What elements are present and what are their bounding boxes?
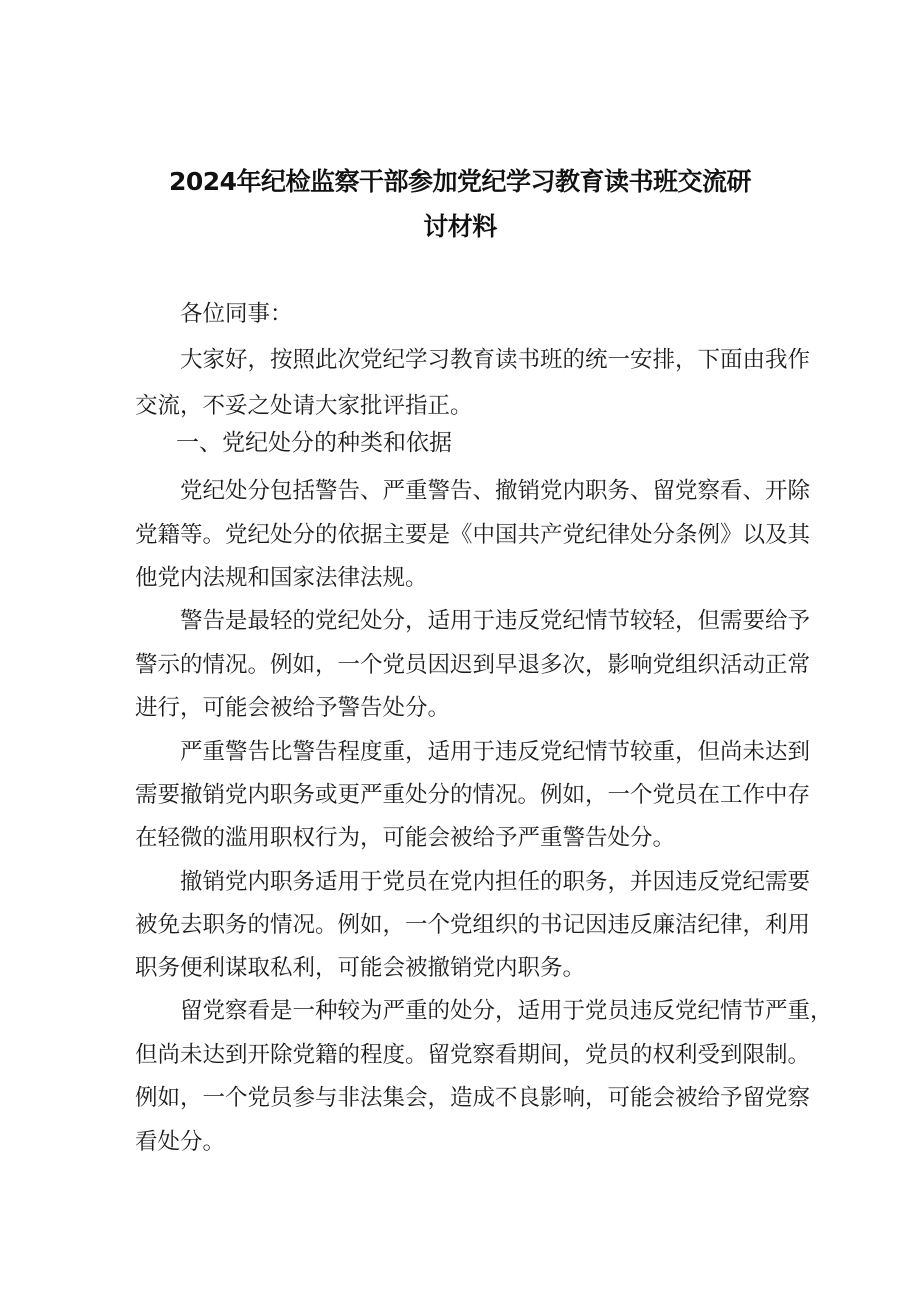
paragraph-5-line-1: 留党察看是一种较为严重的处分，适用于党员违反党纪情节严重， xyxy=(180,998,833,1024)
salutation: 各位同事： xyxy=(180,301,293,327)
paragraph-3-line-1: 严重警告比警告程度重，适用于违反党纪情节较重，但尚未达到 xyxy=(180,739,811,765)
paragraph-1-line-3: 他党内法规和国家法律法规。 xyxy=(135,565,428,591)
paragraph-3-line-3: 在轻微的滥用职权行为，可能会被给予严重警告处分。 xyxy=(135,825,676,851)
paragraph-2-line-1: 警告是最轻的党纪处分，适用于违反党纪情节较轻，但需要给予 xyxy=(180,608,811,634)
document-title-line-2: 讨材料 xyxy=(423,212,497,241)
section-heading-1: 一、党纪处分的种类和依据 xyxy=(176,430,452,456)
paragraph-5-line-4: 看处分。 xyxy=(135,1129,226,1155)
paragraph-2-line-3: 进行，可能会被给予警告处分。 xyxy=(135,695,451,721)
paragraph-4-line-3: 职务便利谋取私利，可能会被撤销党内职务。 xyxy=(135,955,586,981)
paragraph-5-line-2: 但尚未达到开除党籍的程度。留党察看期间，党员的权利受到限制。 xyxy=(135,1042,811,1068)
paragraph-5-line-3: 例如，一个党员参与非法集会，造成不良影响，可能会被给予留党察 xyxy=(135,1085,811,1111)
paragraph-1-line-1: 党纪处分包括警告、严重警告、撤销党内职务、留党察看、开除 xyxy=(180,478,811,504)
paragraph-1-line-2: 党籍等。党纪处分的依据主要是《中国共产党纪律处分条例》以及其 xyxy=(135,522,811,548)
document-title-line-1: 2024年纪检监察干部参加党纪学习教育读书班交流研 xyxy=(168,167,752,196)
paragraph-2-line-2: 警示的情况。例如，一个党员因迟到早退多次，影响党组织活动正常 xyxy=(135,652,811,678)
paragraph-4-line-1: 撤销党内职务适用于党员在党内担任的职务，并因违反党纪需要 xyxy=(180,869,811,895)
intro-line-1: 大家好，按照此次党纪学习教育读书班的统一安排，下面由我作 xyxy=(180,347,811,373)
paragraph-4-line-2: 被免去职务的情况。例如，一个党组织的书记因违反廉洁纪律，利用 xyxy=(135,912,811,938)
intro-line-2: 交流，不妥之处请大家批评指正。 xyxy=(135,393,473,419)
paragraph-3-line-2: 需要撤销党内职务或更严重处分的情况。例如，一个党员在工作中存 xyxy=(135,782,811,808)
